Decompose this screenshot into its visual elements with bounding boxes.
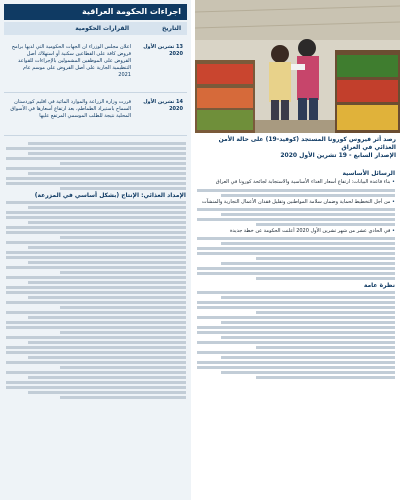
key-message-item: • في الحادي عشر من شهر تشرين الأول 2020 أعلنت الحكومة عن خطة جديدة <box>197 228 395 234</box>
text-line <box>197 351 395 354</box>
text-line <box>28 356 186 359</box>
text-line <box>6 346 186 349</box>
text-line <box>221 242 395 245</box>
text-line <box>6 256 186 259</box>
report-subtitle <box>196 136 396 160</box>
text-line <box>28 172 186 175</box>
government-actions-panel <box>0 0 191 500</box>
text-line <box>60 366 186 369</box>
text-line <box>197 237 395 240</box>
text-line <box>6 182 186 185</box>
text-line <box>28 316 186 319</box>
body-column-right <box>197 168 395 381</box>
text-line <box>60 331 186 334</box>
text-line <box>6 276 186 279</box>
text-line <box>197 301 395 304</box>
market-photo <box>195 0 400 133</box>
text-line <box>197 272 395 275</box>
text-line <box>197 218 395 221</box>
text-line <box>197 291 395 294</box>
subtitle-edition: الإصدار السابع - 19 تشرين الأول 2020 <box>280 152 396 159</box>
text-line <box>28 221 186 224</box>
text-line <box>28 296 186 299</box>
text-line <box>221 194 395 197</box>
key-message-item: • بناء قاعدة البيانات: ارتفاع أسعار الغذاء الأساسية والاستجابة لجائحة كورونا في العراق <box>197 179 395 185</box>
text-line <box>197 366 395 369</box>
section-heading-overview: نظرة عامة <box>363 282 395 290</box>
text-line <box>6 311 186 314</box>
section-heading-agriculture: الإمداد الغذائي: الإنتاج (بشكل أساسي في المزرعة) <box>34 192 186 199</box>
text-line <box>256 346 395 349</box>
text-line <box>6 231 186 234</box>
text-line <box>28 142 186 145</box>
text-line <box>256 223 395 226</box>
body-column-left <box>6 140 186 401</box>
text-line <box>6 177 186 180</box>
text-line <box>6 201 186 204</box>
text-line <box>6 321 186 324</box>
text-line <box>256 277 395 280</box>
row-date: 14 تشرين الأول 2020 <box>143 99 183 112</box>
text-line <box>28 376 186 379</box>
table-row <box>4 95 187 136</box>
text-line <box>60 396 186 399</box>
text-line <box>28 206 186 209</box>
text-line <box>6 291 186 294</box>
text-line <box>197 361 395 364</box>
text-line <box>28 152 186 155</box>
text-line <box>6 167 186 170</box>
text-line <box>256 376 395 379</box>
text-line <box>6 211 186 214</box>
row-text: اعلان مجلس الوزراء ان الجهات الحكومية التي لديها برامج قروض كافة على القطاعين سكنية أو استهلاك أصل القروض على الموظفين المشمولين بالإجراءات للقواعد التنظيمية الجارية على أصل القروض على موسم عام 2021 <box>11 44 131 78</box>
text-line <box>28 246 186 249</box>
text-line <box>197 341 395 344</box>
table-row <box>4 40 187 93</box>
text-line <box>221 356 395 359</box>
text-line <box>197 326 395 329</box>
text-line <box>197 247 395 250</box>
text-line <box>60 187 186 190</box>
text-line <box>197 252 395 255</box>
text-line <box>6 157 186 160</box>
text-line <box>6 226 186 229</box>
text-line <box>6 361 186 364</box>
text-line <box>28 281 186 284</box>
row-text: قررت وزارة الزراعة والموارد المائية في اقليم كوردستان السماح باستيراد الطماطم، بعد ارتفاع أسعارها في الأسواق المحلية نتيجة للطلب الموسمي المرتفع عليها <box>10 99 131 119</box>
text-line <box>197 331 395 334</box>
text-line <box>6 251 186 254</box>
text-line <box>60 306 186 309</box>
text-line <box>221 262 395 265</box>
text-line <box>6 351 186 354</box>
text-line <box>28 391 186 394</box>
text-line <box>6 216 186 219</box>
text-line <box>221 321 395 324</box>
text-line <box>221 336 395 339</box>
text-line <box>60 236 186 239</box>
text-line <box>28 341 186 344</box>
text-line <box>197 208 395 211</box>
text-line <box>221 296 395 299</box>
text-line <box>6 241 186 244</box>
key-message-item: • من أجل التخطيط لحماية وضمان سلامة المواطنين وتقليل فقدان الأعمال التجارية والمنشآت <box>197 199 395 205</box>
text-line <box>197 306 395 309</box>
column-decisions: القرارات الحكومية <box>75 25 129 32</box>
text-line <box>6 286 186 289</box>
text-line <box>60 162 186 165</box>
text-line <box>6 301 186 304</box>
market-illustration <box>195 0 400 133</box>
text-line <box>28 261 186 264</box>
table-header <box>4 22 187 35</box>
text-line <box>221 213 395 216</box>
column-date: التاريخ <box>161 25 181 32</box>
text-line <box>256 257 395 260</box>
text-line <box>6 266 186 269</box>
text-line <box>6 386 186 389</box>
text-line <box>197 316 395 319</box>
text-line <box>197 267 395 270</box>
text-line <box>221 371 395 374</box>
section-heading-key-messages: الرسائل الأساسية <box>342 170 395 177</box>
row-date: 13 تشرين الأول 2020 <box>143 44 183 57</box>
text-line <box>6 336 186 339</box>
text-line <box>256 311 395 314</box>
text-line <box>60 271 186 274</box>
text-line <box>6 371 186 374</box>
text-line <box>6 381 186 384</box>
subtitle-title: رصد أثر فيروس كورونا المستجد (كوفيد-19) على حالة الأمن الغذائي في العراق <box>218 136 396 151</box>
text-line <box>6 326 186 329</box>
panel-title: اجراءات الحكومة العراقية <box>4 4 187 20</box>
text-line <box>197 189 395 192</box>
text-line <box>6 147 186 150</box>
